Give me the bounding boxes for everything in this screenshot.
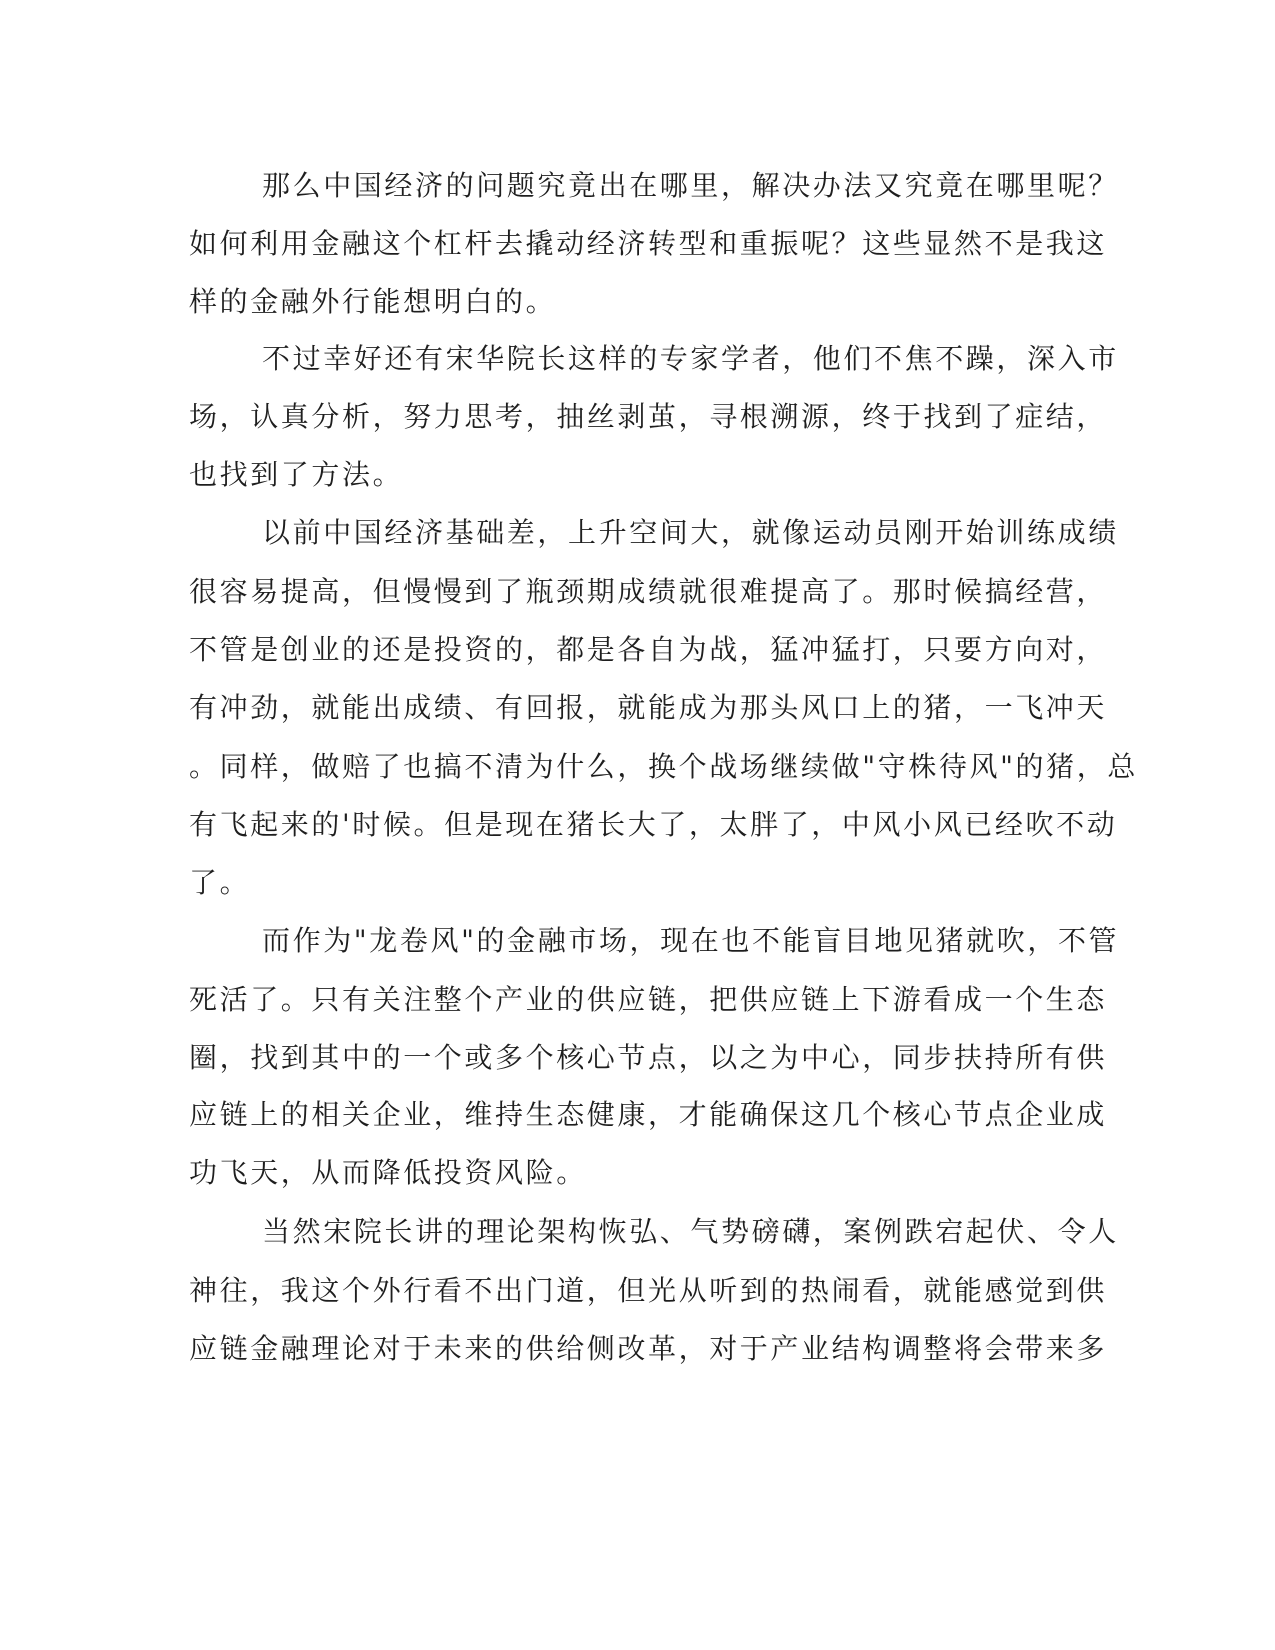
text-line: 如何利用金融这个杠杆去撬动经济转型和重振呢？这些显然不是我这 <box>189 227 1108 260</box>
text-line: 很容易提高，但慢慢到了瓶颈期成绩就很难提高了。那时候搞经营， <box>189 575 1108 608</box>
text-line: 圈，找到其中的一个或多个核心节点，以之为中心，同步扶持所有供 <box>189 1041 1108 1074</box>
text-line: 也找到了方法。 <box>189 458 404 491</box>
text-line: 以前中国经济基础差，上升空间大，就像运动员刚开始训练成绩 <box>262 516 1119 549</box>
text-line: 神往，我这个外行看不出门道，但光从听到的热闹看，就能感觉到供 <box>189 1274 1108 1307</box>
text-line: 死活了。只有关注整个产业的供应链，把供应链上下游看成一个生态 <box>189 983 1108 1016</box>
text-line: 场，认真分析，努力思考，抽丝剥茧，寻根溯源，终于找到了症结， <box>189 400 1108 433</box>
text-line: 而作为"龙卷风"的金融市场，现在也不能盲目地见猪就吹，不管 <box>262 924 1120 957</box>
text-line: 。同样，做赔了也搞不清为什么，换个战场继续做"守株待风"的猪，总 <box>189 750 1138 783</box>
text-line: 应链上的相关企业，维持生态健康，才能确保这几个核心节点企业成 <box>189 1098 1108 1131</box>
text-line: 功飞天，从而降低投资风险。 <box>189 1156 587 1189</box>
text-line: 不过幸好还有宋华院长这样的专家学者，他们不焦不躁，深入市 <box>262 342 1119 375</box>
text-line: 当然宋院长讲的理论架构恢弘、气势磅礴，案例跌宕起伏、令人 <box>262 1215 1119 1248</box>
text-line: 有飞起来的'时候。但是现在猪长大了，太胖了，中风小风已经吹不动 <box>189 808 1118 841</box>
text-line: 有冲劲，就能出成绩、有回报，就能成为那头风口上的猪，一飞冲天 <box>189 691 1108 724</box>
text-line: 不管是创业的还是投资的，都是各自为战，猛冲猛打，只要方向对， <box>189 633 1108 666</box>
text-line: 应链金融理论对于未来的供给侧改革，对于产业结构调整将会带来多 <box>189 1332 1108 1365</box>
text-line: 样的金融外行能想明白的。 <box>189 285 557 318</box>
text-line: 那么中国经济的问题究竟出在哪里，解决办法又究竟在哪里呢？ <box>262 169 1119 202</box>
text-line: 了。 <box>189 866 251 899</box>
